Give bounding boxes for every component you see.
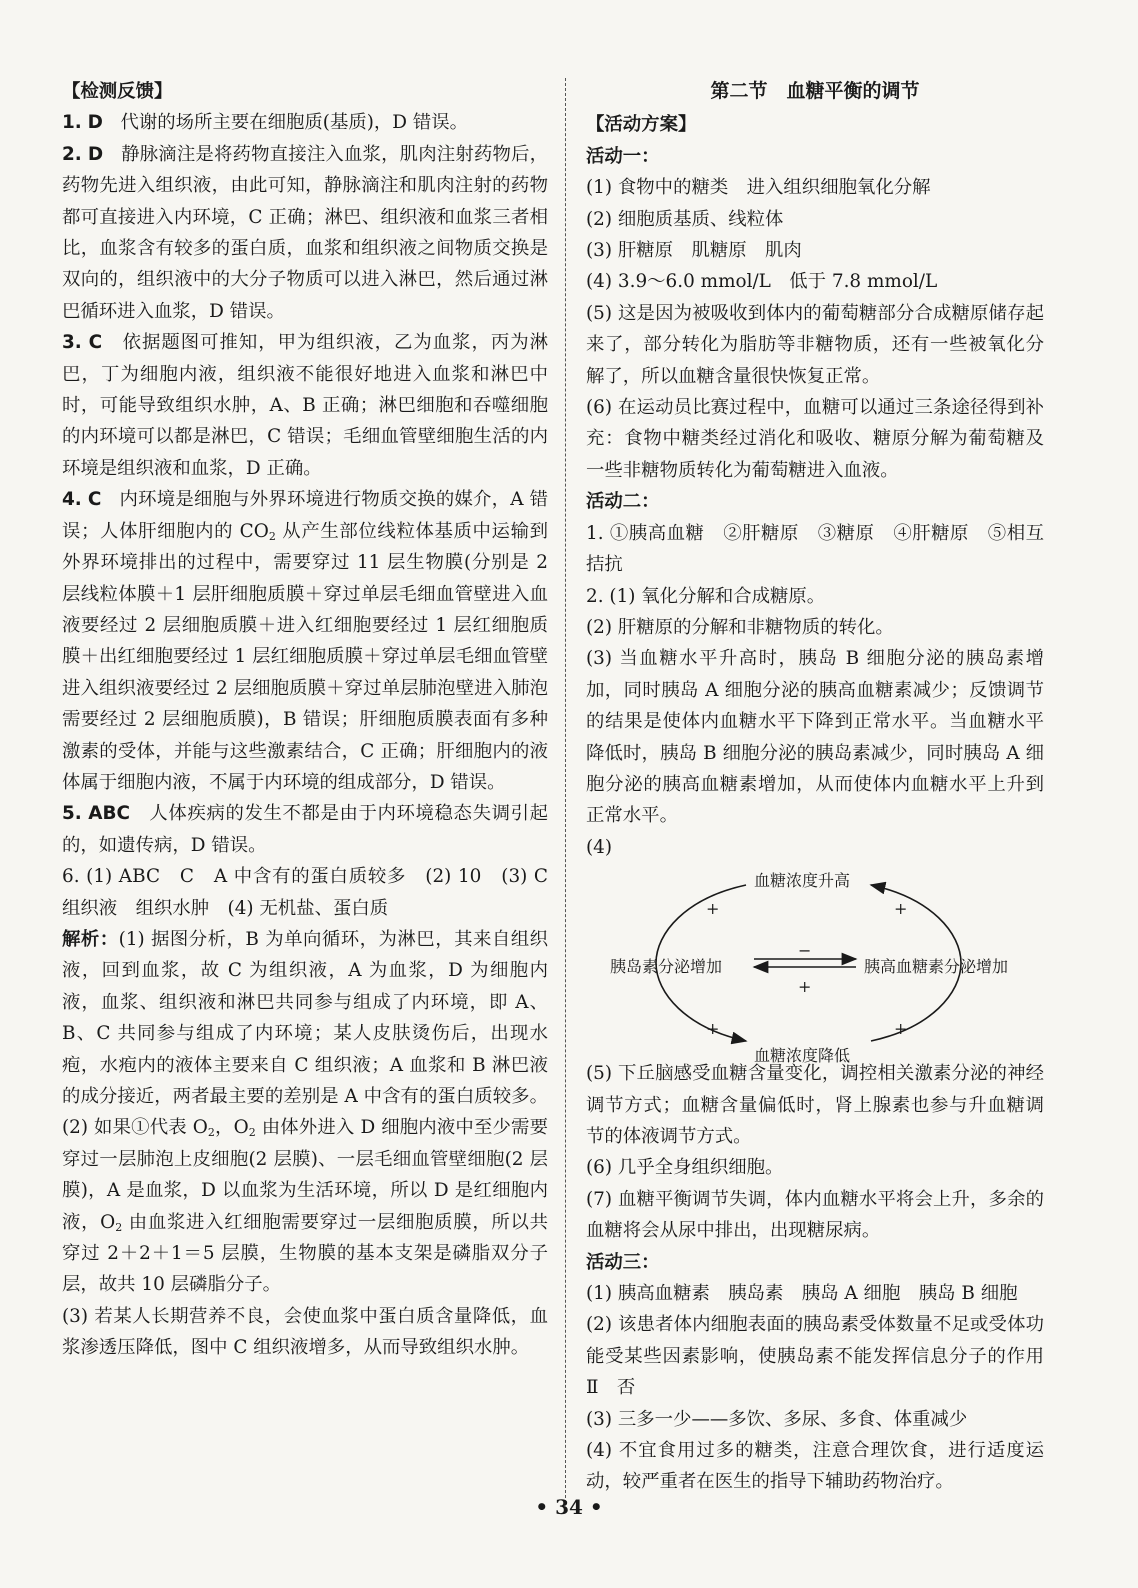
left-column [62,76,567,1364]
act1-item: (2) 细胞质基质、线粒体 [586,208,784,230]
answer-5: 5. ABC 人体疾病的发生不都是由于内环境稳态失调引起的，如遗传病，D 错误。 [62,803,548,856]
answer-6-part3: (3) 若某人长期营养不良，会使血浆中蛋白质含量降低，血浆渗透压降低，图中 C 组织液增多，从而导致组织水肿。 [62,1305,548,1359]
act1-item: (6) 在运动员比赛过程中，血糖可以通过三条途径得到补充：食物中糖类经过消化和吸收、糖原分解为葡萄糖及一些非糖物质转化为葡萄糖进入血液。 [586,397,1044,481]
page-number: • 34 • [535,1495,603,1519]
act2-item: (5) 下丘脑感受血糖含量变化，调控相关激素分泌的神经调节方式；血糖含量偏低时，肾上腺素也参与升血糖调节的体液调节方式。 [586,1063,1044,1147]
sign-plus: + [894,1019,908,1039]
act3-item: (3) 三多一少——多饮、多尿、多食、体重减少 [586,1408,968,1430]
answer-6: 6. (1) ABC C A 中含有的蛋白质较多 (2) 10 (3) C 组织液 组织水肿 (4) 无机盐、蛋白质 [62,866,567,919]
right-column [586,76,1063,1498]
column-divider [565,78,566,1498]
answer-3: 3. C 依据题图可推知，甲为组织液，乙为血浆，丙为淋巴，丁为细胞内液，组织液不能很好地进入血浆和淋巴中时，可能导致组织水肿，A、B 正确；淋巴细胞和吞噬细胞的内环境可以都是淋巴，C 错误；毛细血管壁细胞生活的内环境是组织液和血浆，D 正确。 [62,332,548,479]
sign-plus: + [798,977,812,997]
answer-6-analysis: 解析：(1) 据图分析，B 为单向循环，为淋巴，其来自组织液，回到血浆，故 C 为组织液，A 为血浆，D 为细胞内液，血浆、组织液和淋巴共同参与组成了内环境，即 A、B、C 共同参与组成了内环境；某人皮肤烫伤后，出现水疱，水疱内的液体主要来自 C 组织液；A 血浆和 B 淋巴液的成分接近，两者最主要的差别是 A 中含有的蛋白质较多。(2) 如果①代表 $O_2$，$O_2$ 由体外进入 D 细胞内液中至少需要穿过一层肺泡上皮细胞(2 层膜)、一层毛细血管壁细胞(2 层膜)，A 是血浆，D 以血浆为生活环境，所以 D 是红细胞内液，$O_2$ 由血浆进入红细胞需要穿过一层细胞质膜，所以共穿过 2＋2＋1＝5 层膜，生物膜的基本支架是磷脂双分子层，故共 10 层磷脂分子。 [62,928,548,1296]
node-blood-sugar-down: 血糖浓度降低 [754,1046,851,1066]
act2-item: (3) 当血糖水平升高时，胰岛 B 细胞分泌的胰岛素增加，同时胰岛 A 细胞分泌的胰高血糖素减少；反馈调节的结果是使体内血糖水平下降到正常水平。当血糖水平降低时，胰岛 B 细胞分泌的胰岛素减少，同时胰岛 A 细胞分泌的胰高血糖素增加，从而使体内血糖水平上升到正常水平。 [586,648,1044,827]
sign-plus: + [894,899,908,919]
act2-item: (4) [586,836,613,858]
act1-item: (5) 这是因为被吸收到体内的葡萄糖部分合成糖原储存起来了，部分转化为脂肪等非糖物质，还有一些被氧化分解了，所以血糖含量很快恢复正常。 [586,302,1044,387]
activity-3-title: 活动三： [586,1251,660,1273]
act2-item: (6) 几乎全身组织细胞。 [586,1157,784,1179]
answer-1: 1. D 代谢的场所主要在细胞质(基质)，D 错误。 [62,112,469,134]
act2-item: (7) 血糖平衡调节失调，体内血糖水平将会上升，多余的血糖将会从尿中排出，出现糖尿病。 [586,1188,1044,1242]
sign-plus: + [706,1019,720,1039]
act2-item: (2) 肝糖原的分解和非糖物质的转化。 [586,616,894,638]
act2-item: 1. ①胰高血糖 ②肝糖原 ③糖原 ④肝糖原 ⑤相互拮抗 [586,522,1044,576]
act3-item: (2) 该患者体内细胞表面的胰岛素受体数量不足或受体功能受某些因素影响，使胰岛素不能发挥信息分子的作用 Ⅱ 否 [586,1314,1063,1399]
sign-minus: − [798,941,812,961]
feedback-header: 【检测反馈】 [62,81,173,102]
blood-sugar-feedback-diagram [586,863,1044,1066]
act1-item: (1) 食物中的糖类 进入组织细胞氧化分解 [586,177,931,199]
answer-4: 4. C 内环境是细胞与外界环境进行物质交换的媒介，A 错误；人体肝细胞内的 $CO_2$ 从产生部位线粒体基质中运输到外界环境排出的过程中，需要穿过 11 层生物膜(分别是 2 层线粒体膜＋1 层肝细胞质膜＋穿过单层毛细血管壁进入血液要经过 2 层细胞质膜＋进入红细胞要经过 1 层红细胞质膜＋出红细胞要经过 1 层红细胞质膜＋穿过单层毛细血管壁进入组织液要经过 2 层细胞质膜＋穿过单层肺泡壁进入肺泡需要经过 2 层细胞质膜)，B 错误；肝细胞质膜表面有多种激素的受体，并能与这些激素结合，C 正确；肝细胞内的液体属于细胞内液，不属于内环境的组成部分，D 错误。 [62,489,548,793]
act3-item: (4) 不宜食用过多的糖类，注意合理饮食，进行适度运动，较严重者在医生的指导下辅助药物治疗。 [586,1440,1044,1493]
section-title: 第二节 血糖平衡的调节 [710,80,920,102]
act1-item: (3) 肝糖原 肌糖原 肌肉 [586,240,802,262]
activity-plan-header: 【活动方案】 [586,114,697,136]
act3-item: (1) 胰高血糖素 胰岛素 胰岛 A 细胞 胰岛 B 细胞 [586,1283,1018,1304]
act2-item: 2. (1) 氧化分解和合成糖原。 [586,585,826,607]
answer-2: 2. D 静脉滴注是将药物直接注入血浆，肌肉注射药物后，药物先进入组织液，由此可知，静脉滴注和肌肉注射的药物都可直接进入内环境，C 正确；淋巴、组织液和血浆三者相比，血浆含有较多的蛋白质，血浆和组织液之间物质交换是双向的，组织液中的大分子物质可以进入淋巴，然后通过淋巴循环进入血浆，D 错误。 [62,143,548,322]
node-blood-sugar-up: 血糖浓度升高 [754,871,851,891]
node-insulin-increase: 胰岛素分泌增加 [610,957,723,977]
act1-item: (4) 3.9～6.0 mmol/L 低于 7.8 mmol/L [586,271,938,293]
sign-plus: + [706,899,720,919]
activity-1-title: 活动一： [586,145,660,167]
node-glucagon-increase: 胰高血糖素分泌增加 [864,957,1009,977]
activity-2-title: 活动二： [586,491,660,513]
